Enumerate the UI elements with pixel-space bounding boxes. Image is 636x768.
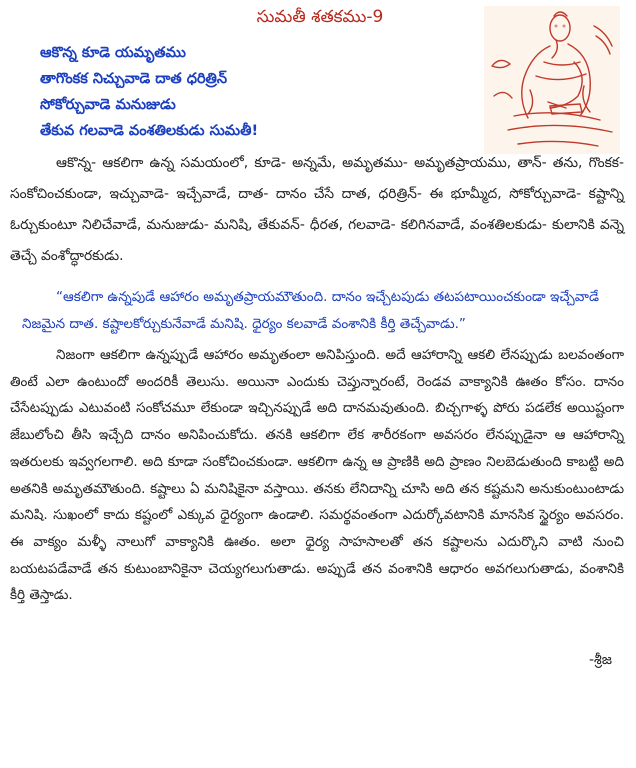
verse-line: ఆకొన్న కూడె యమృతము [40,45,186,61]
verse-line: సోకోర్చువాడె మనుజుడు [40,97,176,113]
page-title: సుమతీ శతకము-9 [256,7,384,27]
verse-line: తేకువ గలవాడె వంశతిలకుడు సుమతీ! [40,123,259,139]
poet-sketch-illustration [484,6,620,154]
verse-line: తాగొంకక నిచ్చువాడె దాత ధరిత్రిన్ [40,71,228,87]
author-signature: -శ్రీజ [589,652,612,668]
verse-translation-quote: “ఆకలిగా ఉన్నపుడే ఆహారం అమృతప్రాయమౌతుంది. దానం ఇచ్చేటపుడు తటపటాయించకుండా ఇచ్చేవాడే నిజమైన దాత. కష్టాలకోర్చుకునేవాడే మనిషి. ధైర్యం కలవాడే వంశానికి కీర్తి తెచ్చేవాడు.” [22,289,599,332]
word-meanings: ఆకొన్న- ఆకలిగా ఉన్న సమయంలో, కూడె- అన్నమే, అమృతము- అమృతప్రాయము, తాన్- తను, గొంకక-సంకోచించకుండా, ఇచ్చువాడె- ఇచ్చేవాడే, దాత- దానం చేసే దాత, ధరిత్రిన్- ఈ భూమ్మీద, సోకోర్చువాడె- కష్టాన్ని ఓర్చుకుంటూ నిలిచేవాడే, మనుజుడు- మనిషి, తేకువన్- ధీరత, గలవాడె- కలిగినవాడే, వంశతిలకుడు- కులానికి వన్నె తెచ్చే వంశోద్ధారకుడు. [10,155,624,264]
poem-verse [40,40,440,144]
explanation-paragraph: నిజంగా ఆకలిగా ఉన్నప్పుడే ఆహారం అమృతంలా అనిపిస్తుంది. అదే ఆహారాన్ని ఆకలి లేనప్పుడు బలవంతంగా తింటే ఎలా ఉంటుందో అందరికీ తెలుసు. అయినా ఎందుకు చెప్తున్నారంటే, రెండవ వాక్యానికి ఊతం కోసం. దానం చేసేటప్పుడు ఎటువంటి సంకోచమూ లేకుండా ఇచ్చినప్పుడే అది దానమవుతుంది. బిచ్చగాళ్ళ పోరు పడలేక అయిష్టంగా జేబులోంచి తీసి ఇచ్చేది దానం అనిపించుకోదు. తనకి ఆకలిగా లేక శారీరకంగా అవసరం లేనప్పుడైనా ఆ ఆహారాన్ని ఇతరులకు ఇవ్వగలగాలి. అది కూడా సంకోచించకుండా. ఆకలిగా ఉన్న ఆ ప్రాణికి అది ప్రాణం నిలబెడుతుంది కాబట్టి అది అతనికి అమృతమౌతుంది. కష్టాలు ఏ మనిషికైనా వస్తాయి. తనకు లేనిదాన్ని చూసి అది తన కష్టమని అనుకుంటుంటాడు మనిషి. సుఖంలో కాదు కష్టంలో ఎక్కువ ధైర్యంగా ఉండాలి. సమర్థవంతంగా ఎదుర్కోవటానికి మానసిక స్థైర్యం అవసరం. ఈ వాక్యం మళ్ళీ నాలుగో వాక్యానికి ఊతం. అలా ధైర్య సాహసాలతో తన కష్టాలను ఎదుర్కొని వాటి నుంచి బయటపడేవాడే తన కుటుంబానికైనా చెయ్యగలుగుతాడు. అప్పుడే తన వంశానికి ఆధారం అవగలుగుతాడు, వంశానికి కీర్తి తెస్తాడు. [10,347,624,604]
